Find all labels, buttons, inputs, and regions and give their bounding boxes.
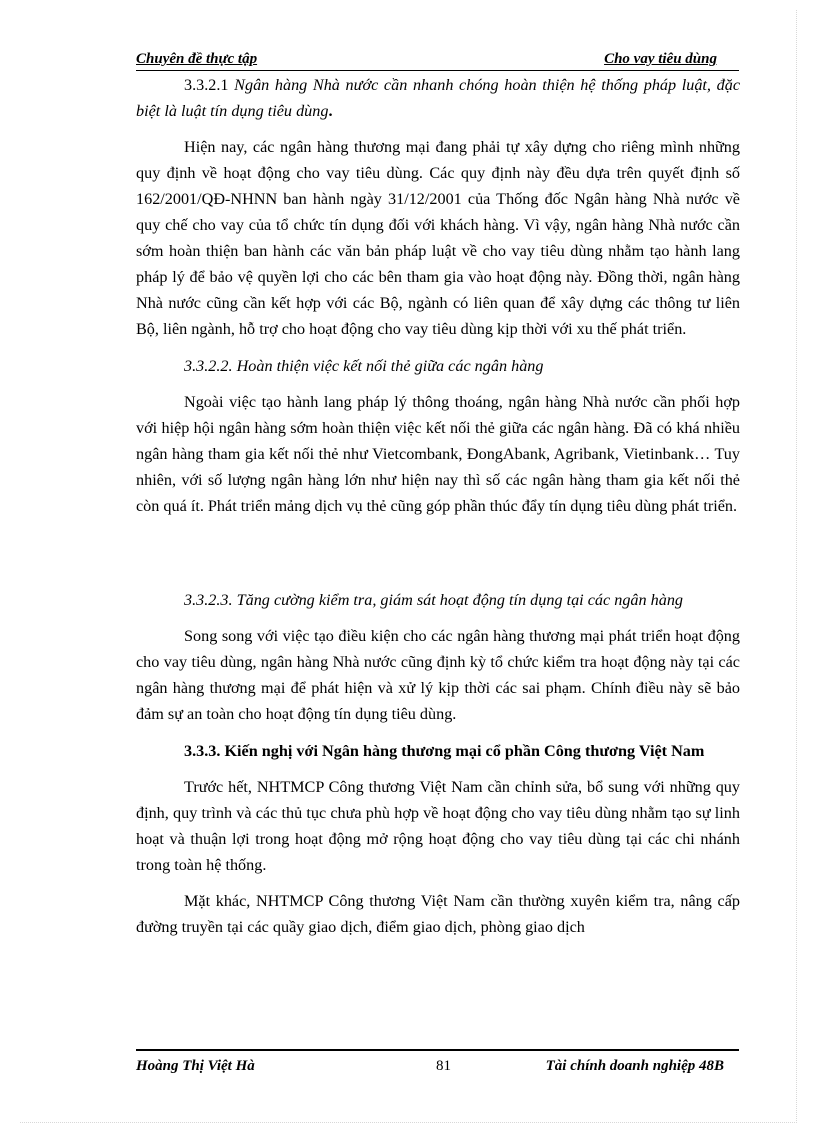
page-footer (136, 1049, 739, 1077)
paragraph-3323: Song song với việc tạo điều kiện cho các ngân hàng thương mại phát triển hoạt động cho vay tiêu dùng, ngân hàng Nhà nước cũng định kỳ tổ chức kiểm tra hoạt động này tại các ngân hàng thương mại để phát hiện và xử lý kịp thời các sai phạm. Chính điều này sẽ bảo đảm sự an toàn cho hoạt động tín dụng tiêu dùng. (136, 627, 740, 723)
heading-3321-punct: . (328, 102, 333, 120)
paragraph-3321: Hiện nay, các ngân hàng thương mại đang phải tự xây dựng cho riêng mình những quy định về hoạt động cho vay tiêu dùng. Các quy định này đều dựa trên quyết định số 162/2001/QĐ-NHNN ban hành ngày 31/12/2001 của Thống đốc Ngân hàng Nhà nước về quy chế cho vay của tổ chức tín dụng đối với khách hàng. Vì vậy, ngân hàng Nhà nước cần sớm hoàn thiện ban hành các văn bản pháp luật về cho vay tiêu dùng nhằm tạo hành lang pháp lý để bảo vệ quyền lợi cho các bên tham gia vào hoạt động này. Đồng thời, ngân hàng Nhà nước cũng cần kết hợp với các Bộ, ngành có liên quan để xây dựng các thông tư liên Bộ, liên ngành, hỗ trợ cho hoạt động cho vay tiêu dùng kịp thời với xu thế phát triển. (136, 138, 740, 338)
heading-3321 (136, 72, 740, 124)
paragraph-333-2: Mặt khác, NHTMCP Công thương Việt Nam cần thường xuyên kiểm tra, nâng cấp đường truyền tại các quầy giao dịch, điểm giao dịch, phòng giao dịch (136, 892, 740, 936)
footer-author: Hoàng Thị Việt Hà (136, 1058, 255, 1074)
paragraph-333-1: Trước hết, NHTMCP Công thương Việt Nam cần chỉnh sửa, bổ sung với những quy định, quy trình và các thủ tục chưa phù hợp về hoạt động cho vay tiêu dùng nhằm tạo sự linh hoạt và thuận lợi trong hoạt động mở rộng hoạt động cho vay tiêu dùng tại các chi nhánh trong toàn hệ thống. (136, 778, 740, 874)
footer-department: Tài chính doanh nghiệp 48B (545, 1058, 724, 1074)
page-content (136, 72, 740, 940)
heading-333: 3.3.3. Kiến nghị với Ngân hàng thương mại cổ phần Công thương Việt Nam (184, 742, 705, 760)
heading-3321-title: Ngân hàng Nhà nước cần nhanh chóng hoàn thiện hệ thống pháp luật, đặc biệt là luật tín dụng tiêu dùng (136, 76, 740, 120)
heading-3322: 3.3.2.2. Hoàn thiện việc kết nối thẻ giữa các ngân hàng (184, 357, 544, 375)
heading-3323: 3.3.2.3. Tăng cường kiểm tra, giám sát hoạt động tín dụng tại các ngân hàng (184, 591, 684, 609)
heading-3321-number: 3.3.2.1 (184, 76, 229, 94)
paragraph-3322: Ngoài việc tạo hành lang pháp lý thông thoáng, ngân hàng Nhà nước cần phối hợp với hiệp hội ngân hàng sớm hoàn thiện việc kết nối thẻ giữa các ngân hàng. Đã có khá nhiều ngân hàng tham gia kết nối thẻ như Vietcombank, ĐongAbank, Agribank, Vietinbank… Tuy nhiên, với số lượng ngân hàng lớn như hiện nay thì số các ngân hàng tham gia kết nối thẻ còn quá ít. Phát triển mảng dịch vụ thẻ cũng góp phần thúc đẩy tín dụng tiêu dùng phát triển. (136, 393, 740, 515)
header-left: Chuyên đề thực tập (136, 51, 258, 67)
page-number: 81 (436, 1058, 451, 1074)
page-header (136, 50, 739, 71)
header-right: Cho vay tiêu dùng (604, 51, 717, 67)
